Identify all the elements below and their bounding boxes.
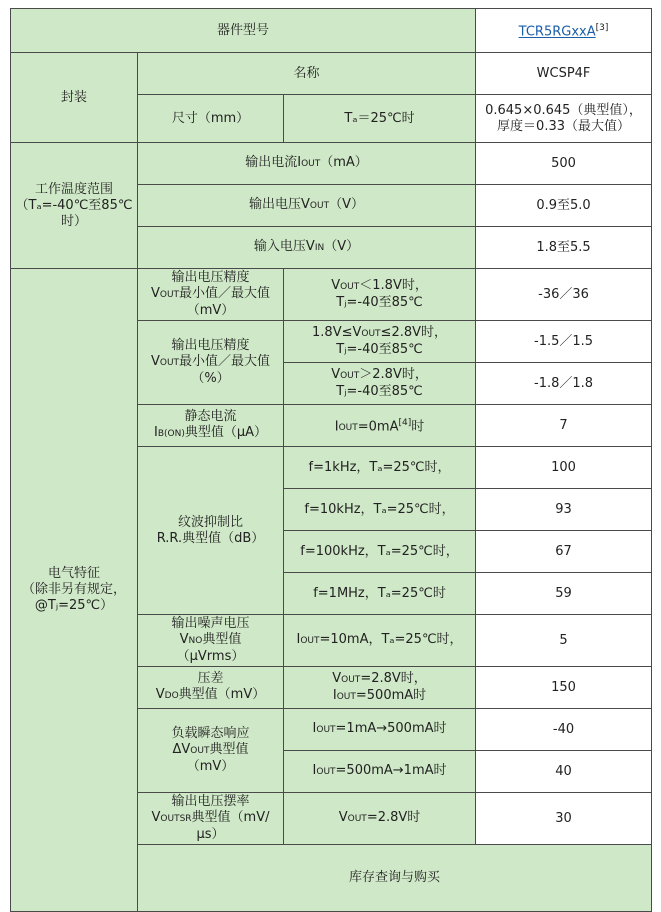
output-voltage-label: 输出电压VOUT（V）: [138, 185, 476, 227]
noise-cond: IOUT=10mA，Tₐ=25℃时，: [284, 615, 476, 667]
stock-label: 库存查询与购买: [138, 845, 652, 912]
package-size-cond: Tₐ＝25℃时: [284, 95, 476, 143]
quiescent-cond: IOUT=0mA[4]时: [284, 405, 476, 447]
dropout-cond: VOUT=2.8V时， IOUT=500mA时: [284, 667, 476, 709]
ripple-value-2: 93: [476, 489, 652, 531]
dropout-label: 压差 VDO典型值（mV）: [138, 667, 284, 709]
package-size-value-2: 厚度＝0.33（最大值）: [497, 118, 630, 134]
slew-label: 输出电压摆率 VOUTSR典型值（mV/ μs）: [138, 793, 284, 845]
accuracy-pct-value-2: -1.8／1.8: [476, 363, 652, 405]
input-voltage-value: 1.8至5.5: [476, 227, 652, 269]
package-label: 封装: [11, 53, 138, 143]
ripple-value-3: 67: [476, 531, 652, 573]
accuracy-mv-value: -36／36: [476, 269, 652, 321]
input-voltage-label: 输入电压VIN（V）: [138, 227, 476, 269]
load-transient-cond-1: IOUT=1mA→500mA时: [284, 709, 476, 751]
accuracy-pct-label: 输出电压精度 VOUT最小值／最大值 （%）: [138, 321, 284, 405]
ripple-label: 纹波抑制比 R.R.典型值（dB）: [138, 447, 284, 615]
output-current-value: 500: [476, 143, 652, 185]
ripple-cond-2: f=10kHz，Tₐ=25℃时，: [284, 489, 476, 531]
accuracy-mv-label: 输出电压精度 VOUT最小值／最大值 （mV）: [138, 269, 284, 321]
load-transient-value-1: -40: [476, 709, 652, 751]
ripple-cond-3: f=100kHz，Tₐ=25℃时，: [284, 531, 476, 573]
device-cell: [476, 9, 652, 53]
device-ref: [3]: [595, 23, 609, 34]
load-transient-value-2: 40: [476, 751, 652, 793]
quiescent-value: 7: [476, 405, 652, 447]
package-size-value-1: 0.645×0.645（典型值），: [485, 102, 642, 118]
slew-cond: VOUT=2.8V时: [284, 793, 476, 845]
electrical-label: [11, 269, 138, 912]
accuracy-pct-cond-1: 1.8V≤VOUT≤2.8V时， Tⱼ=-40至85℃: [284, 321, 476, 363]
ripple-value-4: 59: [476, 573, 652, 615]
package-name-value: WCSP4F: [476, 53, 652, 95]
spec-table: [10, 8, 652, 912]
load-transient-cond-2: IOUT=500mA→1mA时: [284, 751, 476, 793]
dropout-value: 150: [476, 667, 652, 709]
device-link[interactable]: TCR5RGxxA: [518, 24, 596, 40]
load-transient-label: 负载瞬态响应 ΔVOUT典型值 （mV）: [138, 709, 284, 793]
accuracy-pct-value-1: -1.5／1.5: [476, 321, 652, 363]
operating-label: [11, 143, 138, 269]
package-name-label: 名称: [138, 53, 476, 95]
ripple-value-1: 100: [476, 447, 652, 489]
package-size-label: 尺寸（mm）: [138, 95, 284, 143]
electrical-label-2: （除非另有规定，@Tⱼ=25℃）: [21, 582, 126, 613]
ripple-cond-1: f=1kHz，Tₐ=25℃时，: [284, 447, 476, 489]
accuracy-pct-cond-2: VOUT＞2.8V时， Tⱼ=-40至85℃: [284, 363, 476, 405]
electrical-label-1: 电气特征: [47, 566, 100, 581]
noise-label: 输出噪声电压 VNO典型值 （μVrms）: [138, 615, 284, 667]
output-voltage-value: 0.9至5.0: [476, 185, 652, 227]
slew-value: 30: [476, 793, 652, 845]
noise-value: 5: [476, 615, 652, 667]
accuracy-mv-cond: VOUT＜1.8V时， Tⱼ=-40至85℃: [284, 269, 476, 321]
output-current-label: 输出电流IOUT（mA）: [138, 143, 476, 185]
device-label: 器件型号: [11, 9, 476, 53]
ripple-cond-4: f=1MHz，Tₐ=25℃时: [284, 573, 476, 615]
operating-label-1: 工作温度范围: [34, 181, 113, 197]
operating-label-2: （Tₐ=-40℃至85℃时）: [15, 197, 133, 229]
quiescent-label: 静态电流 IB(ON)典型值（μA）: [138, 405, 284, 447]
package-size-value: [476, 95, 652, 143]
